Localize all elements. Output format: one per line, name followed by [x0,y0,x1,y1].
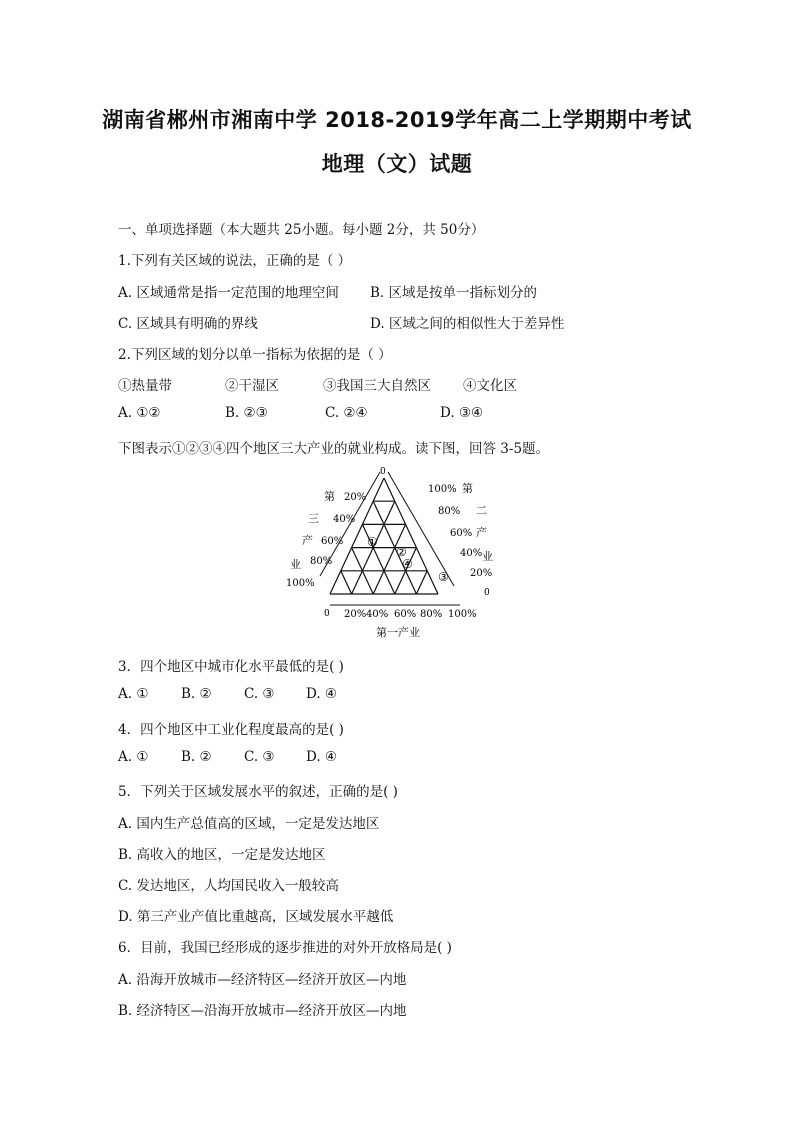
q4-option-a: A. ① [118,749,149,765]
point-4-marker: ④ [402,557,413,571]
bottom-tick-100: 100% [448,609,477,620]
q6-option-a: A. 沿海开放城市—经济特区—经济开放区—内地 [118,972,407,988]
q1-option-d: D. 区域之间的相似性大于差异性 [370,316,565,332]
q3-option-a: A. ① [118,686,149,702]
right-tick-20: 20% [470,568,493,579]
q3-option-c: C. ③ [244,686,275,702]
q2-option-d: D. ③④ [440,405,484,421]
q2-stem: 2.下列区域的划分以单一指标为依据的是（ ） [118,347,392,363]
right-axis-title-1: 第 [462,482,473,495]
q2-option-b: B. ②③ [225,405,268,421]
q2-option-c: C. ②④ [325,405,368,421]
q2-item-4: ④文化区 [463,378,517,394]
document-title-line2: 地理（文）试题 [321,152,473,176]
q4-stem: 4．四个地区中工业化程度最高的是( ) [118,722,344,738]
bottom-tick-80: 80% [420,609,443,620]
q1-option-a: A. 区域通常是指一定范围的地理空间 [118,285,339,301]
left-tick-80: 80% [310,556,333,567]
bottom-tick-40: 40% [366,609,389,620]
left-tick-60: 60% [321,536,344,547]
q2-item-1: ①热量带 [118,378,172,394]
q2-item-2: ②干湿区 [225,378,279,394]
section-heading: 一、单项选择题（本大题共 25小题。每小题 2分，共 50分） [118,222,485,238]
q2-item-3: ③我国三大自然区 [323,378,431,394]
q3-option-b: B. ② [181,686,212,702]
q6-option-b: B. 经济特区—沿海开放城市—经济开放区—内地 [118,1003,407,1019]
right-tick-40: 40% [460,548,483,559]
q6-stem: 6．目前，我国已经形成的逐步推进的对外开放格局是( ) [118,940,452,956]
ternary-diagram-svg [284,462,494,642]
bottom-tick-20: 20% [344,609,367,620]
q5-stem: 5．下列关于区域发展水平的叙述，正确的是( ) [118,784,398,800]
q5-option-b: B. 高收入的地区，一定是发达地区 [118,847,326,863]
left-tick-100: 100% [286,578,315,589]
point-1-marker: ① [367,535,378,549]
zero-right: 0 [484,588,490,598]
q2-option-a: A. ①② [118,405,161,421]
q4-option-d: D. ④ [306,749,338,765]
q1-option-b: B. 区域是按单一指标划分的 [370,285,538,301]
document-title-line1: 湖南省郴州市湘南中学 2018-2019学年高二上学期期中考试 [102,108,692,132]
left-axis-title-3: 产 [302,534,313,547]
bottom-tick-60: 60% [394,609,417,620]
q4-option-c: C. ③ [244,749,275,765]
right-axis-title-2: 二 [476,504,487,517]
right-tick-60: 60% [450,528,473,539]
right-tick-80: 80% [438,506,461,517]
zero-top: 0 [380,467,386,477]
right-tick-100: 100% [428,484,457,495]
right-axis-title-3: 产 [476,526,487,539]
q4-option-b: B. ② [181,749,212,765]
point-2-marker: ② [396,545,407,559]
q5-option-d: D. 第三产业产值比重越高，区域发展水平越低 [118,909,394,925]
ternary-diagram [284,462,494,642]
left-axis-title-4: 业 [290,558,301,571]
bottom-axis-title: 第一产业 [376,626,420,639]
q1-option-c: C. 区域具有明确的界线 [118,316,258,332]
left-tick-20: 20% [344,492,367,503]
q5-option-c: C. 发达地区，人均国民收入一般较高 [118,878,339,894]
grid-line-parallel-left [416,571,427,594]
q1-stem: 1.下列有关区域的说法，正确的是（ ） [118,253,352,269]
q3-stem: 3．四个地区中城市化水平最低的是( ) [118,659,344,675]
triangle-edge-right [384,478,438,594]
point-3-marker: ③ [438,570,449,584]
right-axis-title-4: 业 [482,550,493,563]
grid-line-parallel-right [341,571,352,594]
q5-option-a: A. 国内生产总值高的区域，一定是发达地区 [118,816,380,832]
left-axis-title-2: 三 [308,512,319,525]
figure-intro: 下图表示①②③④四个地区三大产业的就业构成。读下图，回答 3-5题。 [118,441,550,457]
q3-option-d: D. ④ [306,686,338,702]
left-tick-40: 40% [333,514,356,525]
zero-bottom: 0 [324,609,330,619]
left-axis-title-1: 第 [324,490,335,503]
